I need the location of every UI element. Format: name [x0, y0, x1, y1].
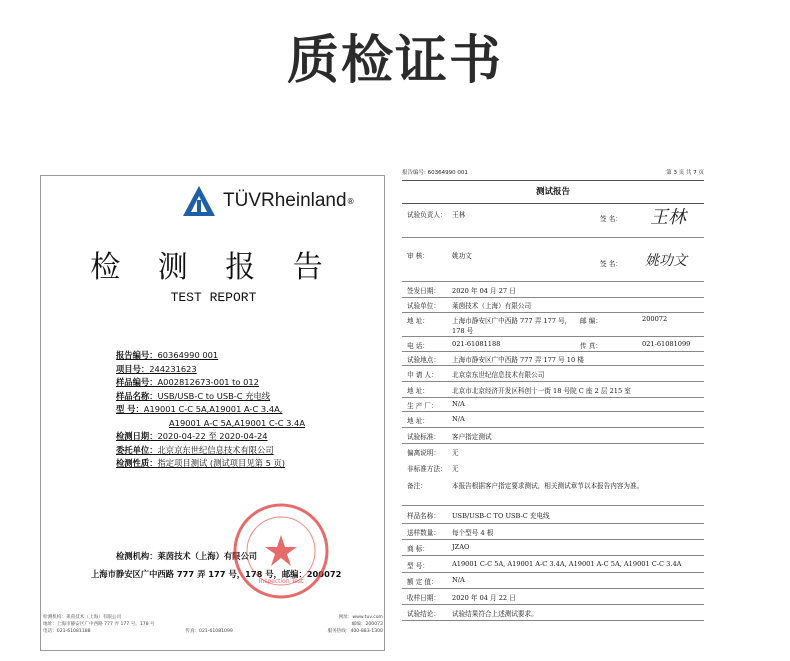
table-row: 非标准方法： 无: [407, 465, 459, 473]
table-row: 备注： 本报告根据客户指定要求测试，相关测试章节以本报告内容为准。: [402, 476, 704, 506]
info-row: 样品编号：A002812673-001 to 012: [116, 377, 259, 387]
registered-mark: ®: [346, 196, 355, 206]
table-row: 试验标准： 客户指定测试: [402, 428, 704, 444]
table-row: 试验地点： 上海市静安区广中西路 777 弄 177 号 10 楼: [402, 352, 704, 366]
report-title-cn: 检 测 报 告: [90, 250, 337, 285]
signature: 王林: [650, 207, 686, 228]
lab-name: 检测机构：莱茵技术（上海）有限公司: [116, 551, 258, 561]
info-row: 型 号：A19001 C-C 5A,A19001 A-C 3.4A,: [116, 404, 283, 414]
page-title: 质检证书: [286, 31, 503, 91]
table-row: 地 址： 北京市北京经济开发区科创十一街 18 号院 C 座 2 层 215 室: [402, 382, 704, 398]
table-row: 试验结论： 试验结果符合上述测试要求。: [402, 605, 704, 621]
table-row: 样品名称： USB/USB-C TO USB-C 充电线: [402, 506, 704, 524]
cover-footer: 检测机构：莱茵技术（上海）有限公司 网址：www.tuv.com 地址：上海市静安区广中西路 777 弄 177 号，178 号 邮编：200072 电话：021-61081188 传真：021-61081099 服务热线：400-883-1300: [43, 615, 383, 634]
table-row: 电 话： 021-61081188 传 真： 021-61081099: [402, 337, 704, 352]
signature: 姚功文: [645, 253, 687, 269]
info-row: 项目号：244231623: [116, 363, 197, 374]
table-row: 收样日期： 2020 年 04 月 22 日: [402, 589, 704, 605]
table-row: 地 址： 上海市静安区广中西路 777 弄 177 号， 178 号 邮 编： 200072: [402, 313, 704, 337]
test-report-page: [402, 168, 704, 652]
table-row: 偏离说明： 无: [407, 449, 459, 457]
table-row: 地 址： N/A: [402, 412, 704, 428]
info-row: 委托单位：北京京东世纪信息技术有限公司: [116, 444, 274, 455]
table-row: 额 定 值： N/A: [402, 573, 704, 589]
info-row: 检测性质：指定项目测试 (测试项目见第 5 页): [116, 458, 286, 468]
table-row: 申 请 人： 北京京东世纪信息技术有限公司: [402, 366, 704, 382]
table-row: 商 标： JZAO: [402, 540, 704, 556]
report-number: 报告编号: 60364990 001: [402, 170, 468, 176]
info-row: 样品名称：USB/USB-C to USB-C 充电线: [116, 390, 271, 401]
report-info-list: [116, 349, 376, 471]
tuv-logo-block: [181, 184, 355, 218]
info-row: 报告编号：60364990 001: [116, 350, 219, 360]
svg-text:Inspection Test: Inspection Test: [258, 578, 304, 585]
official-stamp-icon: [231, 501, 331, 601]
table-row: 型 号： A19001 C-C 5A, A19001 A-C 3.4A, A19001 A-C 5A, A19001 C-C 3.4A: [402, 556, 704, 573]
info-row: 检测日期：2020-04-22 至 2020-04-24: [116, 431, 268, 441]
lab-address: 上海市静安区广中西路 777 弄 177 号，178 号，邮编：200072: [91, 569, 342, 579]
brand-name: TÜVRheinland: [223, 190, 347, 211]
info-row: A19001 A-C 5A,A19001 C-C 3.4A: [169, 417, 306, 428]
report-title-en: TEST REPORT: [170, 290, 257, 305]
report-page-title: 测试报告: [402, 180, 704, 204]
table-row: 送样数量： 每个型号 4 根: [402, 524, 704, 540]
table-row: 审 核： 姚功文 签 名： 姚功文: [402, 238, 704, 282]
page-counter: 第 3 页 共 7 页: [666, 170, 704, 176]
tuv-triangle-icon: [181, 184, 217, 218]
table-row: 试验单位： 莱茵技术（上海）有限公司: [402, 298, 704, 313]
table-row: 试验负责人： 王林 签 名： 王林: [402, 202, 704, 238]
report-table: [402, 202, 704, 621]
table-row: 签发日期： 2020 年 04 月 27 日: [402, 282, 704, 298]
page-header: [402, 168, 704, 176]
test-report-cover: [40, 175, 385, 651]
table-row: 生 产 厂： N/A: [402, 398, 704, 412]
